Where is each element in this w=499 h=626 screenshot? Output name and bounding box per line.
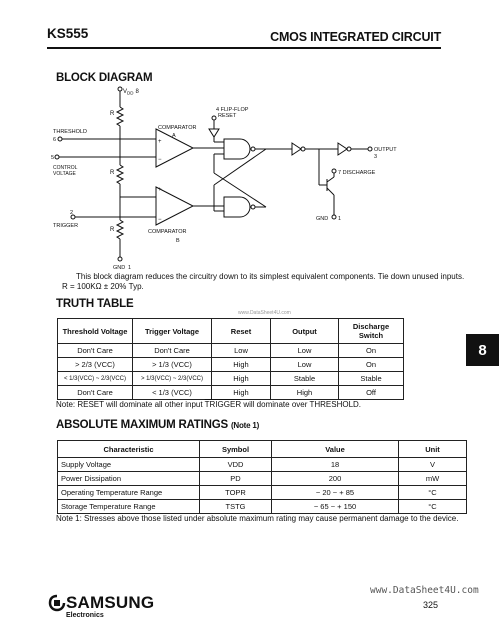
- table-cell: High: [212, 358, 271, 372]
- comparator-a-plus: +: [158, 139, 162, 145]
- resistor-note: R = 100KΩ ± 20% Typ.: [62, 282, 144, 291]
- nand-bubble-lower: [251, 205, 255, 209]
- part-number: KS555: [47, 26, 89, 41]
- comparator-a-label: COMPARATOR: [158, 125, 197, 131]
- table-cell: PD: [200, 472, 272, 486]
- control-voltage-pin-number: 5: [51, 155, 55, 161]
- comparator-b-label: COMPARATOR: [148, 229, 187, 235]
- comparator-a-minus: −: [158, 157, 162, 163]
- gnd-pin: [332, 215, 336, 219]
- col-discharge-switch: Discharge Switch: [339, 319, 404, 344]
- col-symbol: Symbol: [200, 441, 272, 458]
- table-cell: Power Dissipation: [58, 472, 200, 486]
- comparator-b-plus: +: [158, 187, 162, 193]
- col-unit: Unit: [399, 441, 467, 458]
- table-cell: High: [212, 372, 271, 386]
- resistor-top: [117, 107, 123, 126]
- absolute-max-table: [57, 440, 467, 514]
- table-cell: Stable: [339, 372, 404, 386]
- table-cell: On: [339, 344, 404, 358]
- table-cell: Operating Temperature Range: [58, 486, 200, 500]
- output-pin: [368, 147, 372, 151]
- absolute-max-heading: ABSOLUTE MAXIMUM RATINGS (Note 1): [56, 419, 260, 431]
- col-characteristic: Characteristic: [58, 441, 200, 458]
- discharge-label: 7 DISCHARGE: [338, 170, 376, 176]
- table-cell: °C: [399, 486, 467, 500]
- block-diagram-description: This block diagram reduces the circuitry down to its simplest equivalent components. Tie down unused inputs.: [76, 272, 465, 281]
- absolute-max-header-row: [58, 441, 467, 458]
- voltage-label: VOLTAGE: [53, 171, 76, 177]
- nand-bubble-upper: [251, 147, 255, 151]
- gnd-pin-number: 1: [338, 216, 342, 222]
- control-voltage-pin: [55, 155, 59, 159]
- gnd-node-bottom: [118, 257, 122, 261]
- truth-table-heading: TRUTH TABLE: [56, 298, 134, 310]
- vdd-node: [118, 87, 122, 91]
- truth-table-header-row: [58, 319, 404, 344]
- col-trigger-voltage: Trigger Voltage: [133, 319, 212, 344]
- threshold-pin-number: 6: [53, 137, 57, 143]
- col-value: Value: [272, 441, 399, 458]
- reset-pin: [212, 116, 216, 120]
- truth-table-note: Note: RESET will dominate all other input TRIGGER will dominate over THRESHOLD.: [56, 400, 362, 409]
- header-rule: [47, 47, 441, 49]
- table-cell: On: [339, 358, 404, 372]
- col-output: Output: [271, 319, 339, 344]
- resistor-top-label: R: [110, 111, 115, 117]
- table-row: [58, 486, 467, 500]
- table-cell: < 1/3(VCC) ~ 2/3(VCC): [58, 372, 133, 386]
- output-buffer-2: [338, 143, 347, 155]
- table-cell: Don't Care: [58, 386, 133, 400]
- table-cell: > 1/3 (VCC): [133, 358, 212, 372]
- table-cell: mW: [399, 472, 467, 486]
- table-cell: Storage Temperature Range: [58, 500, 200, 514]
- block-diagram: [48, 85, 418, 270]
- brand-name: SAMSUNG: [66, 593, 155, 612]
- table-cell: > 1/3(VCC) ~ 2/3(VCC): [133, 372, 212, 386]
- resistor-bottom: [117, 220, 123, 239]
- watermark: www.DataSheet4U.com: [238, 310, 291, 316]
- table-row: [58, 386, 404, 400]
- brand-subtitle: Electronics: [66, 612, 104, 619]
- table-cell: Low: [271, 344, 339, 358]
- table-row: [58, 358, 404, 372]
- col-threshold-voltage: Threshold Voltage: [58, 319, 133, 344]
- reset-buffer: [209, 129, 219, 137]
- nand-gate-lower: [224, 197, 250, 217]
- trigger-pin-number: 2: [70, 210, 74, 216]
- table-cell: 200: [272, 472, 399, 486]
- threshold-pin: [58, 137, 62, 141]
- table-cell: High: [271, 386, 339, 400]
- document-title: CMOS INTEGRATED CIRCUIT: [270, 30, 441, 44]
- trigger-label: TRIGGER: [53, 223, 79, 229]
- page-number: 325: [423, 600, 439, 610]
- flipflop-label: 4 FLIP-FLOP: [216, 107, 249, 113]
- samsung-logo-icon: [48, 594, 66, 612]
- table-cell: Supply Voltage: [58, 458, 200, 472]
- table-row: [58, 500, 467, 514]
- col-reset: Reset: [212, 319, 271, 344]
- table-row: [58, 372, 404, 386]
- nand-gate-upper: [224, 139, 250, 159]
- table-cell: Stable: [271, 372, 339, 386]
- resistor-bottom-label: R: [110, 227, 115, 233]
- table-cell: 18: [272, 458, 399, 472]
- table-cell: VDD: [200, 458, 272, 472]
- vdd-label: $V_{DD}$ 8: [123, 89, 139, 96]
- table-row: [58, 458, 467, 472]
- gnd-label: GND: [316, 216, 329, 222]
- comparator-b: [156, 187, 193, 225]
- section-tab: 8: [466, 334, 499, 366]
- absolute-max-note: Note 1: Stresses above those listed under absolute maximum rating may cause permanent damage to the device.: [56, 514, 459, 523]
- resistor-mid-label: R: [110, 170, 115, 176]
- table-cell: °C: [399, 500, 467, 514]
- table-cell: V: [399, 458, 467, 472]
- threshold-label: THRESHOLD: [53, 129, 87, 135]
- gnd-bottom-pin-number: 1: [128, 265, 132, 270]
- control-label: CONTROL: [53, 165, 78, 171]
- discharge-pin: [332, 169, 336, 173]
- comparator-b-letter: B: [176, 238, 180, 244]
- table-cell: − 65 ~ + 150: [272, 500, 399, 514]
- output-buffer-1: [292, 143, 301, 155]
- table-cell: > 2/3 (VCC): [58, 358, 133, 372]
- table-cell: Low: [271, 358, 339, 372]
- table-cell: TOPR: [200, 486, 272, 500]
- table-cell: Don't Care: [58, 344, 133, 358]
- table-cell: − 20 ~ + 85: [272, 486, 399, 500]
- table-cell: Low: [212, 344, 271, 358]
- website-link[interactable]: www.DataSheet4U.com: [370, 585, 479, 596]
- comparator-a-letter: A: [172, 133, 176, 139]
- table-cell: High: [212, 386, 271, 400]
- resistor-mid: [117, 165, 123, 184]
- truth-table: [57, 318, 404, 400]
- output-label: OUTPUT: [374, 147, 397, 153]
- reset-label: RESET: [218, 113, 237, 119]
- table-row: [58, 472, 467, 486]
- output-pin-number: 3: [374, 154, 378, 160]
- table-cell: < 1/3 (VCC): [133, 386, 212, 400]
- table-cell: Off: [339, 386, 404, 400]
- block-diagram-heading: BLOCK DIAGRAM: [56, 72, 153, 84]
- table-cell: Don't Care: [133, 344, 212, 358]
- gnd-bottom-label: GND: [113, 265, 126, 270]
- comparator-b-minus: −: [158, 217, 162, 223]
- table-row: [58, 344, 404, 358]
- table-cell: TSTG: [200, 500, 272, 514]
